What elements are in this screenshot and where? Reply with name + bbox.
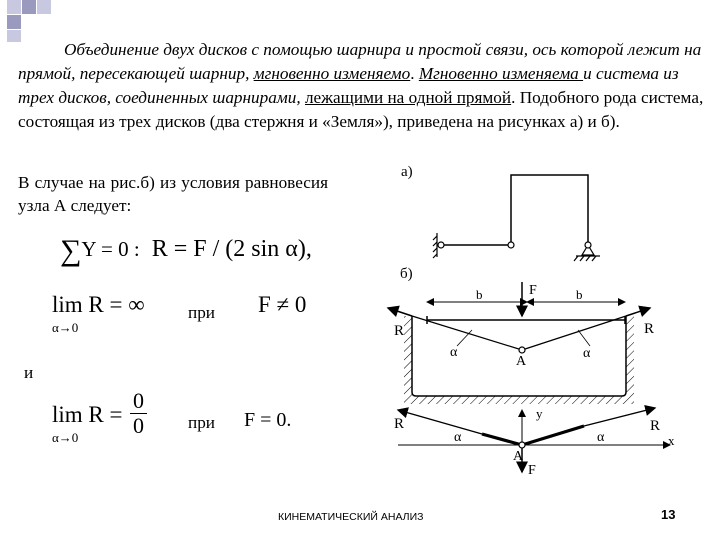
ground-hatch-left [404,316,412,396]
condition-1: F ≠ 0 [258,292,307,317]
ground-hatch-bottom [404,396,634,404]
label-F-c: F [528,463,536,478]
fraction-denominator: 0 [133,413,144,438]
label-x: x [668,433,675,448]
paragraph-sentence-2: и система из трех дисков, соединенных шарнирами, [18,64,679,107]
rods-b [412,316,626,350]
dim-b-right: b [576,287,583,302]
limit-formula-1: lim R = ∞ [52,292,145,317]
label-R-left-c: R [394,416,405,432]
sum-symbol: ∑ [60,234,82,267]
hinge-A-b [519,347,525,353]
label-R-right-c: R [650,418,661,434]
fraction-numerator: 0 [130,389,147,414]
label-alpha-right-c: α [597,430,605,445]
paragraph-sentence-3: . Подобного рода система, состоящая из трех дисков (два стержня и «Земля»), приведена на рисунках а) и б). [18,88,704,131]
paragraph-term-1: мгновенно изменяемо [253,64,411,83]
beam-b [427,316,625,324]
hinge-a-left [438,242,444,248]
pri-label-1: при [188,303,215,322]
label-a: а) [401,164,413,180]
rods-c [398,408,655,445]
label-alpha-left-b: α [450,345,458,360]
reaction-formula: R = F / (2 sin α), [151,236,312,262]
page-number: 13 [661,507,676,522]
label-alpha-left-c: α [454,430,462,445]
label-alpha-right-b: α [583,346,591,361]
hinge-a-middle [508,242,514,248]
leader-alpha-right [578,330,590,346]
frame-a [441,175,588,245]
hinge-a-right [585,242,591,248]
label-R-left-b: R [394,323,405,339]
label-A-c: A [513,449,524,464]
dim-b-left: b [476,287,483,302]
force-R-left-b [388,308,412,316]
label-R-right-b: R [644,321,655,337]
sum-condition: Y = 0 : [81,237,140,261]
equilibrium-text: В случае на рис.б) из условия равновесия узла А следует: [18,173,328,215]
paragraph-term-2: Мгновенно изменяема [418,64,584,83]
limit-formula-2: lim R = [52,402,123,427]
paragraph-period: . [410,64,415,83]
conjunction: и [24,363,34,382]
label-y: y [536,406,543,421]
limit-sub-1: α→0 [52,320,79,335]
limit-sub-2: α→0 [52,430,79,445]
label-b: б) [400,266,413,282]
pri-label-2: при [188,413,215,432]
paragraph-sentence-1: Объединение двух дисков с помощью шарнира и простой связи, ось которой лежит на прямой, пересекающей шарнир, [18,40,702,83]
support-a-left [433,233,437,258]
label-F-b: F [529,283,537,298]
hinge-A-c [519,442,525,448]
footer-title: КИНЕМАТИЧЕСКИЙ АНАЛИЗ [278,511,424,523]
paragraph-term-3: лежащими на одной прямой [304,88,512,107]
condition-2: F = 0. [244,409,292,431]
force-R-right-b [626,308,650,316]
ground-hatch-right [626,316,634,396]
label-A-b: A [516,354,527,369]
